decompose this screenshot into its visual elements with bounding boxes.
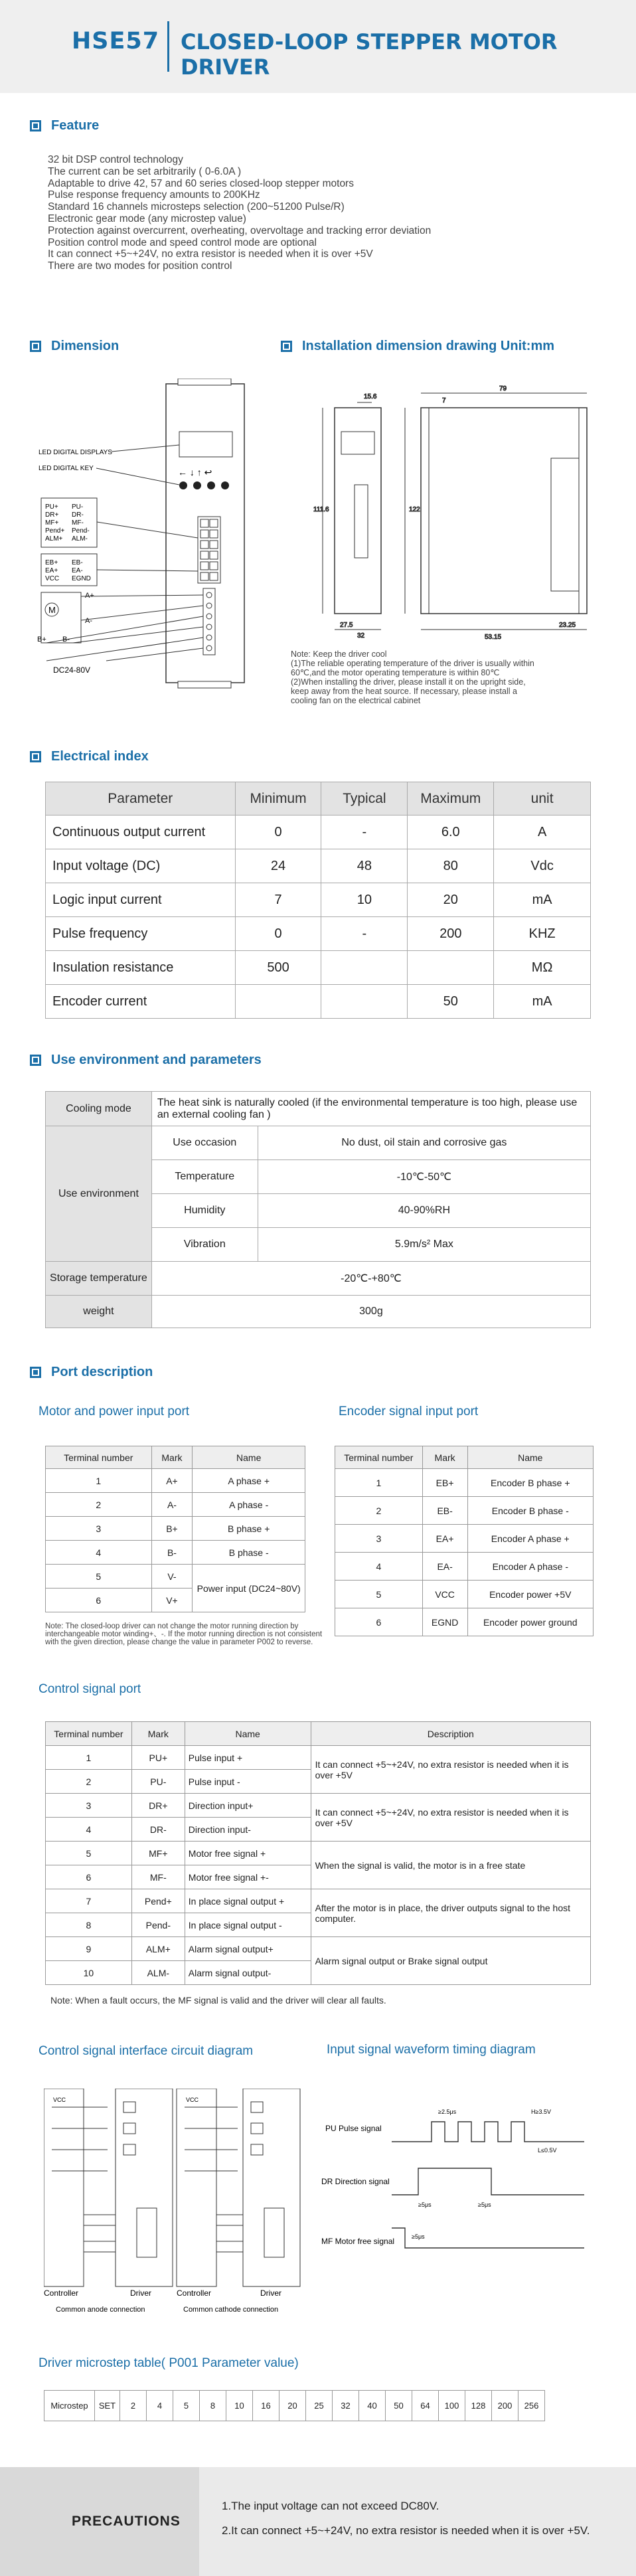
environment-table: Cooling mode The heat sink is naturally cooled (if the environmental temperature is too high, please use an external cooling fan ) Use environment Use occasion No dust, oil stain and corrosive gas Temperature -10℃-50℃ Humidity 40-90%RH Vibration 5.9m/s² Max Storage temperature -20℃-+80℃ weight 300g [45,1091,591,1328]
svg-text:EA-: EA- [72,567,83,574]
table-row: Insulation resistance 500 MΩ [46,951,591,985]
header-divider [167,21,169,72]
dim-height-2: 122 [409,506,420,513]
dim-d6: 32 [357,632,365,640]
svg-text:H≥3.5V: H≥3.5V [531,2108,551,2115]
encoder-port-table: Terminal number Mark Name 1 EB+ Encoder B phase + 2 EB- Encoder B phase - 3 EA+ Encoder A phase + 4 EA- Encoder A phase - 5 VCC Encoder power +5V 6 EGND Encoder power ground [335,1446,594,1636]
feature-item: Electronic gear mode (any microstep value) [48,213,246,224]
led-display-label: LED DIGITAL DISPLAYS [39,449,112,456]
table-row: Logic input current 7 10 20 mA [46,883,591,917]
svg-text:MF Motor free signal: MF Motor free signal [321,2237,395,2246]
svg-text:≥5μs: ≥5μs [412,2233,425,2240]
svg-text:EB-: EB- [72,559,83,566]
svg-text:EB+: EB+ [45,559,58,566]
svg-text:L≤0.5V: L≤0.5V [538,2147,557,2154]
svg-text:Pend+: Pend+ [45,527,65,535]
port-heading: Port description [30,1365,153,1380]
table-row: Continuous output current 0 - 6.0 A [46,816,591,849]
driver-label: Driver [260,2288,281,2298]
svg-text:PU-: PU- [72,503,84,511]
feature-heading: Feature [30,118,99,133]
svg-text:DR Direction signal: DR Direction signal [321,2177,390,2186]
control-port-table: Terminal number Mark Name Description 1 PU+ Pulse input + It can connect +5~+24V, no extra resistor is needed when it is over +5V 2 PU- Pulse input - 3 DR+ Direction input+ It can connect +5~+24V, no extra resistor is needed when it is over +5V 4 DR- Direction input- 5 MF+ Motor free signal + When the signal is valid, the motor is in a free state 6 MF- Motor free signal +- 7 Pend+ In place signal output + After the motor is in place, the driver outputs signal to the host computer. 8 Pend- In place signal output - 9 ALM+ Alarm signal output+ Alarm signal output or Brake signal output 10 ALM- Alarm signal output- [45,1721,591,1985]
svg-text:DR+: DR+ [45,511,59,519]
svg-text:≥5μs: ≥5μs [418,2201,432,2208]
encoder-port-title: Encoder signal input port [339,1405,479,1418]
driver-label: Driver [130,2288,151,2298]
install-heading: Installation dimension drawing Unit:mm [281,339,554,354]
section-bullet-icon [30,1055,41,1066]
dim-width: 79 [499,385,507,392]
feature-item: Pulse response frequency amounts to 200KHz [48,189,260,201]
svg-text:VCC: VCC [45,575,60,582]
interface-circuit-diagram [44,2089,309,2314]
section-bullet-icon [30,341,41,352]
section-bullet-icon [281,341,292,352]
electrical-heading: Electrical index [30,749,149,764]
controller-label: Controller [44,2288,79,2298]
page-title: CLOSED-LOOP STEPPER MOTOR DRIVER [181,29,558,80]
feature-item: Adaptable to drive 42, 57 and 60 series closed-loop stepper motors [48,177,354,189]
motor-label: M [48,605,56,615]
b-minus-label: B- [62,636,70,644]
feature-item: Standard 16 channels microsteps selection (200~51200 Pulse/R) [48,201,345,213]
table-row: Microstep SET 2 4 5 8 10 16 20 25 32 40 50 64 100 128 200 256 [44,2391,545,2421]
dimension-heading: Dimension [30,339,119,354]
a-minus-label: A- [85,617,92,625]
svg-text:EA+: EA+ [45,567,58,574]
section-bullet-icon [30,751,41,762]
control-note: Note: When a fault occurs, the MF signal is valid and the driver will clear all faults. [50,1995,386,2006]
dim-d8: 23.25 [559,622,576,629]
svg-text:PU Pulse signal: PU Pulse signal [325,2124,382,2133]
motor-port-table: Terminal number Mark Name 1 A+ A phase + 2 A- A phase - 3 B+ B phase + 4 B- B phase - 5 V- Power input (DC24~80V) 6 V+ [45,1446,305,1612]
controller-label: Controller [177,2288,212,2298]
feature-item: Protection against overcurrent, overheating, overvoltage and tracking error deviation [48,224,432,236]
svg-text:VCC: VCC [53,2097,66,2103]
model-name: HSE57 [72,28,160,54]
svg-text:← ↓ ↑ ↩: ← ↓ ↑ ↩ [178,467,212,477]
svg-text:EGND: EGND [72,575,91,582]
dim-d9: 7 [442,397,446,404]
table-row: Encoder current 50 mA [46,985,591,1019]
anode-caption: Common anode connection [56,2306,145,2314]
driver-wiring-diagram [33,379,252,691]
feature-item: The current can be set arbitrarily ( 0-6.0A ) [48,165,242,177]
circuit-title: Control signal interface circuit diagram [39,2044,254,2058]
motor-port-note: Note: The closed-loop driver can not change the motor running direction by interchangeable motor winding+、-. If the motor running direction is not consistent with the given direction, please change the value in parameter P002 to reverse. [45,1622,323,1646]
supply-label: DC24-80V [53,665,91,675]
precautions-title: PRECAUTIONS [72,2514,181,2529]
svg-text:VCC: VCC [186,2097,199,2103]
install-notes: Note: Keep the driver cool (1)The reliable operating temperature of the driver is usually within 60℃,and the motor operating temperature is within 80℃ (2)When installing the driver, please install it on the upright side, keep away from the heat source. If necessary, please install a cooling fan on the electrical cabinet [291,649,534,705]
svg-text:≥2.5μs: ≥2.5μs [438,2108,457,2115]
svg-text:DR-: DR- [72,511,84,519]
svg-text:Pend-: Pend- [72,527,90,535]
motor-port-title: Motor and power input port [39,1405,190,1418]
dim-d1: 15.6 [364,393,377,400]
feature-item: There are two modes for position control [48,260,232,272]
waveform-title: Input signal waveform timing diagram [327,2043,536,2057]
svg-text:ALM+: ALM+ [45,535,63,543]
microstep-table [44,2390,545,2421]
control-port-title: Control signal port [39,1682,141,1696]
precaution-item: 2.It can connect +5~+24V, no extra resistor is needed when it is over +5V. [222,2524,590,2537]
feature-list [48,154,431,272]
led-key-label: LED DIGITAL KEY [39,465,94,472]
microstep-title: Driver microstep table( P001 Parameter value) [39,2356,299,2370]
svg-text:ALM-: ALM- [72,535,88,543]
b-plus-label: B+ [37,636,46,644]
cathode-caption: Common cathode connection [183,2306,279,2314]
table-row: Input voltage (DC) 24 48 80 Vdc [46,849,591,883]
install-dimension-drawing [285,379,604,644]
svg-text:MF+: MF+ [45,519,59,527]
svg-text:PU+: PU+ [45,503,58,511]
precaution-item: 1.The input voltage can not exceed DC80V. [222,2500,439,2512]
svg-text:≥5μs: ≥5μs [478,2201,491,2208]
dim-d7: 53.15 [485,634,502,641]
a-plus-label: A+ [85,592,94,600]
environment-heading: Use environment and parameters [30,1053,262,1068]
feature-item: Position control mode and speed control mode are optional [48,236,317,248]
dim-height: 111.6 [313,506,329,513]
dim-d5: 27.5 [340,622,353,629]
svg-text:MF-: MF- [72,519,84,527]
table-row: Pulse frequency 0 - 200 KHZ [46,917,591,951]
electrical-table: Parameter Minimum Typical Maximum unit Continuous output current 0 - 6.0 A Input voltage (DC) 24 48 80 Vdc Logic input current 7 10 20 mA Pulse frequency 0 - 200 KHZ Insulation resistance 500 MΩ Encoder current 50 mA [45,782,591,1019]
feature-item: 32 bit DSP control technology [48,154,183,165]
timing-waveform-diagram [319,2089,597,2261]
feature-item: It can connect +5~+24V, no extra resistor is needed when it is over +5V [48,248,373,260]
section-bullet-icon [30,1367,41,1378]
section-bullet-icon [30,120,41,131]
